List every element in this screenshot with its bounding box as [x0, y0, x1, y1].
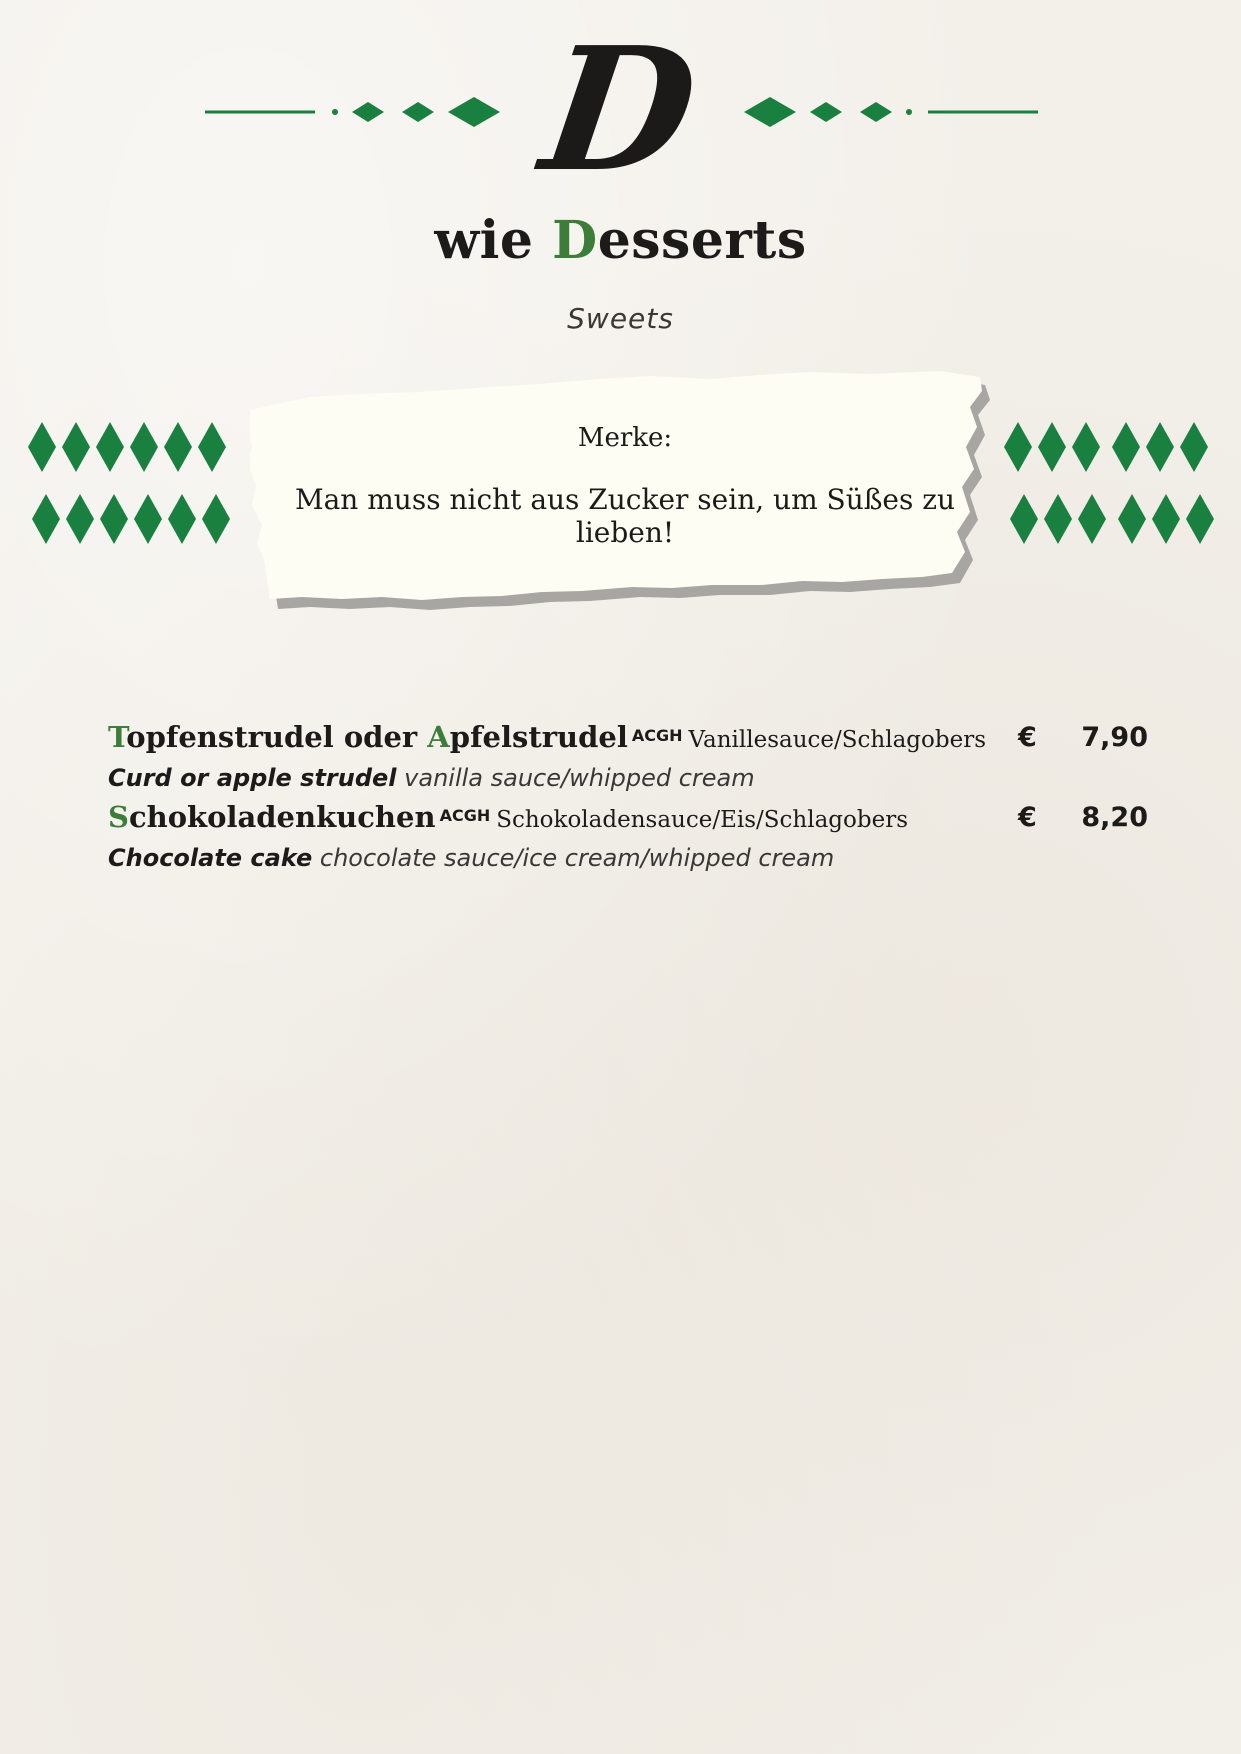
note-quote: Man muss nicht aus Zucker sein, um Süßes zu lieben! [294, 483, 956, 549]
title-rest: esserts [597, 210, 807, 271]
menu-item-english-name: Curd or apple strudel [108, 764, 397, 792]
page-subtitle: Sweets [567, 302, 674, 335]
decorative-initial [530, 10, 710, 210]
note-heading: Merke: [577, 423, 673, 453]
diamond-ornament-right [1000, 420, 1220, 550]
menu-item-english-name: Chocolate cake [108, 844, 313, 872]
name-text: opfenstrudel oder [126, 720, 428, 754]
title-initial: D [552, 210, 598, 271]
dessert-menu [108, 720, 1148, 880]
menu-item-english [108, 764, 755, 792]
quote-note [250, 355, 1000, 620]
page-title [0, 210, 1241, 271]
menu-item-name [108, 800, 436, 834]
menu-item-description: Vanillesauce/Schlagobers [688, 727, 987, 753]
currency-symbol: € [1018, 802, 1037, 833]
title-prefix: wie [434, 210, 553, 271]
allergen-codes: ACGH [631, 725, 683, 745]
menu-item-english-description: chocolate sauce/ice cream/whipped cream [319, 844, 835, 872]
menu-item-main-line [108, 800, 908, 834]
menu-item [108, 720, 1148, 800]
menu-item [108, 800, 1148, 880]
menu-item-description: Schokoladensauce/Eis/Schlagobers [496, 807, 909, 833]
name-initial: T [108, 720, 127, 754]
decorative-initial-letter: D [532, 10, 708, 210]
name-text: pfelstrudel [449, 720, 628, 754]
currency-symbol: € [1018, 722, 1037, 753]
name-initial: A [427, 720, 450, 754]
name-text: chokoladenkuchen [128, 800, 436, 834]
menu-item-name [108, 720, 628, 754]
menu-item-main-line [108, 720, 986, 754]
name-initial: S [108, 800, 129, 834]
diamond-ornament-left [25, 420, 235, 550]
menu-item-price: 7,90 [1081, 722, 1148, 753]
allergen-codes: ACGH [439, 805, 491, 825]
menu-item-price: 8,20 [1081, 802, 1148, 833]
menu-item-english-description: vanilla sauce/whipped cream [404, 764, 755, 792]
menu-item-english [108, 844, 834, 872]
